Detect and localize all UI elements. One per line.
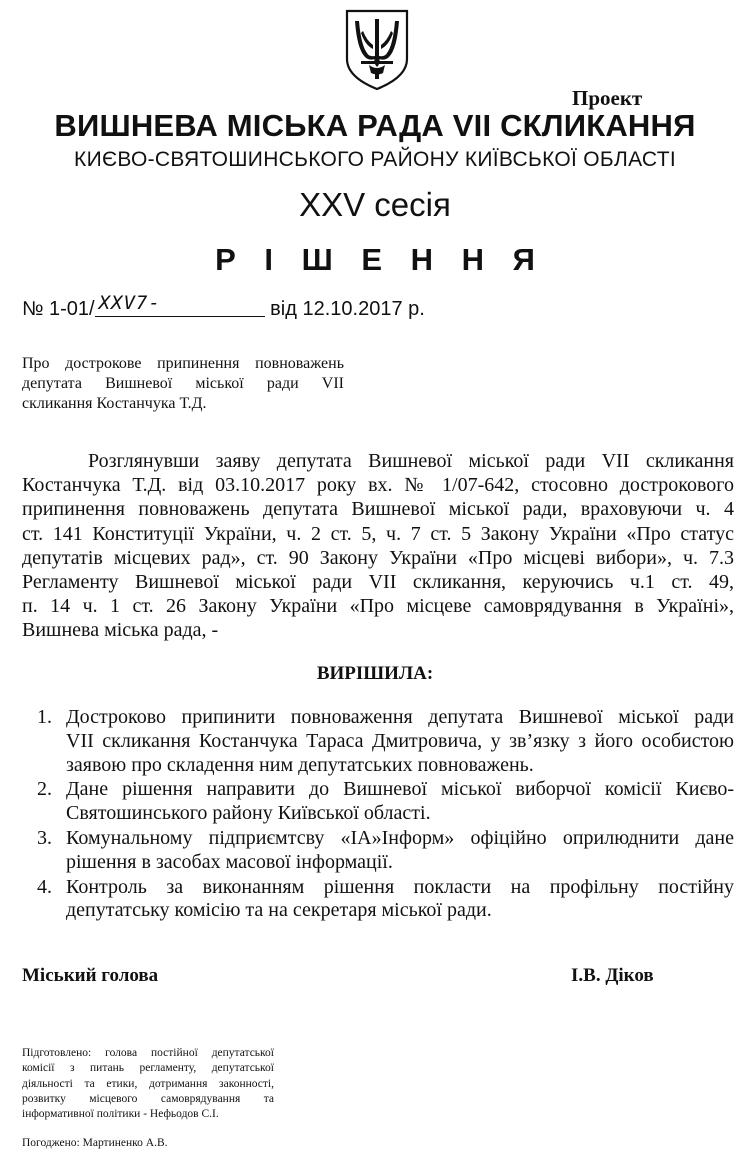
resolution-item — [22, 778, 734, 826]
subject-line: депутата Вишневої міської ради VII — [22, 375, 344, 392]
preamble-line: ст. 141 Конституції України, ч. 2 ст. 5, ч. 7 ст. 5 Закону України «Про статус — [22, 522, 734, 545]
document-date: від 12.10.2017 р. — [270, 298, 425, 320]
item-number: 2. — [37, 778, 52, 801]
preamble-line: Регламенту Вишневої міської ради VII скликання, керуючись ч.1 ст. 49, — [22, 571, 734, 594]
handwritten-number: XXV7- — [98, 292, 161, 314]
resolution-item — [22, 876, 734, 924]
document-number-prefix: № 1-01/ — [22, 298, 95, 320]
resolution-item — [22, 827, 734, 875]
preamble-line: Розглянувши заяву депутата Вишневої міської ради VII скликання — [88, 450, 734, 472]
resolution-items-list — [22, 706, 734, 924]
coat-of-arms-icon — [343, 9, 411, 91]
item-line: Святошинського району Київської області. — [66, 802, 431, 825]
preamble-line: депутатів місцевих рад», ст. 90 Закону України «Про місцеві вибори», ч. 7.3 — [22, 546, 734, 569]
agreed-by-note: Погоджено: Мартиненко А.В. — [22, 1137, 168, 1149]
item-number: 3. — [37, 826, 52, 849]
district-name: КИЄВО-СВЯТОШИНСЬКОГО РАЙОНУ КИЇВСЬКОЇ ОБЛАСТІ — [74, 148, 676, 171]
preamble-line: п. 14 ч. 1 ст. 26 Закону України «Про місцеве самоврядування в Україні», — [22, 595, 734, 618]
signature-title: Міський голова — [22, 965, 159, 986]
item-line: Контроль за виконанням рішення покласти на профільну постійну — [66, 875, 734, 898]
item-line: VII скликання Костанчука Тараса Дмитровича, у зв’язку з його особистою — [66, 729, 734, 752]
subject-line: скликання Костанчука Т.Д. — [22, 395, 207, 412]
item-line: Достроково припинити повноваження депутата Вишневої міської ради — [66, 706, 734, 728]
item-line: Дане рішення направити до Вишневої міської виборчої комісії Києво- — [66, 778, 734, 801]
document-number-line — [22, 292, 425, 321]
prepared-line: інформативної політики - Нефьодов С.І. — [22, 1108, 219, 1121]
item-line: заявою про складення ним депутатських повноважень. — [66, 753, 534, 776]
item-line: Комунальному підприємтсву «ІА»Інформ» офіційно оприлюднити дане — [66, 826, 734, 849]
prepared-line: діяльності та етики, дотримання законності, — [22, 1077, 274, 1090]
signature-name: І.В. Діков — [571, 965, 654, 986]
session-title: XXV сесія — [299, 186, 451, 223]
prepared-line: розвитку місцевого самоврядування та — [22, 1092, 274, 1105]
document-number-blank — [95, 292, 265, 317]
prepared-line: Підготовлено: голова постійної депутатської — [22, 1047, 274, 1059]
draft-label: Проект — [572, 86, 643, 110]
prepared-by-note — [22, 1046, 274, 1122]
item-line: рішення в засобах масової інформації. — [66, 850, 393, 873]
document-type-heading: Р І Ш Е Н Н Я — [215, 242, 545, 277]
preamble-line: припинення повноважень депутата Вишневої міської ради, враховуючи ч. 4 — [22, 498, 734, 521]
preamble-line: Костанчука Т.Д. від 03.10.2017 року вх. № 1/07-642, стосовно дострокового — [22, 474, 734, 497]
council-name: ВИШНЕВА МІСЬКА РАДА VII СКЛИКАННЯ — [54, 108, 696, 143]
item-line: депутатську комісію та на секретаря міської ради. — [66, 899, 492, 922]
resolution-item — [22, 706, 734, 777]
preamble-line: Вишнева міська рада, - — [22, 619, 219, 642]
prepared-line: комісії з питань регламенту, депутатської — [22, 1062, 274, 1075]
item-number: 4. — [37, 875, 52, 898]
preamble-paragraph — [22, 449, 734, 643]
item-number: 1. — [37, 706, 52, 728]
subject-line: Про дострокове припинення повноважень — [22, 355, 344, 372]
resolved-heading: ВИРІШИЛА: — [316, 663, 434, 684]
document-subject — [22, 354, 344, 414]
